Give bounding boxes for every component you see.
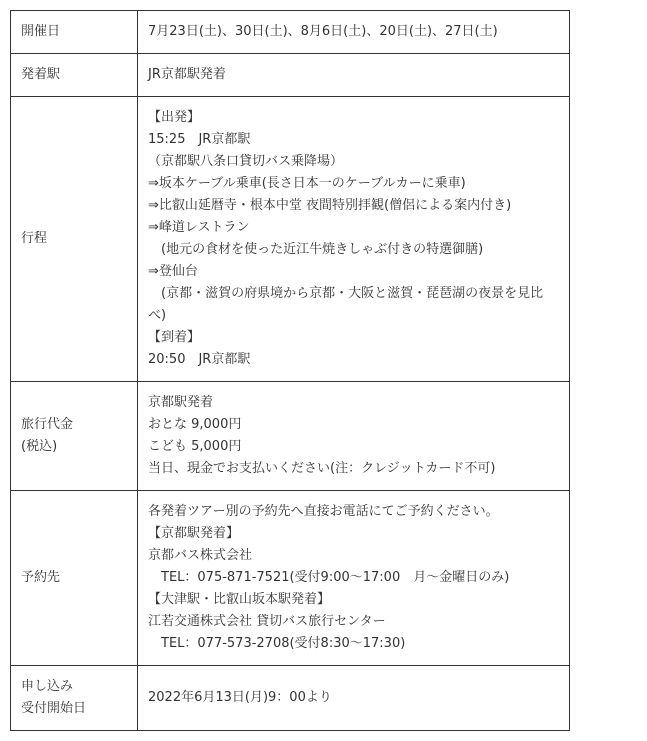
reservation-line: 江若交通株式会社 貸切バス旅行センター: [148, 614, 386, 629]
label-line: (税込): [21, 439, 58, 454]
itinerary-line: 15:25 JR京都駅: [148, 132, 251, 147]
price-line: こども 5,000円: [148, 439, 242, 454]
reservation-line: TEL：077-573-2708(受付8:30～17:30): [148, 636, 406, 651]
row-reservation: [11, 491, 570, 666]
itinerary-line: （京都駅八条口貸切バス乗降場）: [148, 154, 344, 169]
itinerary-line: 【出発】: [148, 110, 201, 125]
label-line: 予約先: [21, 570, 61, 585]
label-line: 開催日: [21, 24, 61, 39]
itinerary-line: 20:50 JR京都駅: [148, 352, 251, 367]
value-line: 7月23日(土)、30日(土)、8月6日(土)、20日(土)、27日(土): [148, 24, 498, 39]
row-value-price: [138, 382, 570, 491]
row-value-itinerary: [138, 97, 570, 382]
itinerary-line: (地元の食材を使った近江牛焼きしゃぶ付きの特選御膳): [148, 242, 484, 257]
itinerary-line: ⇒比叡山延暦寺・根本中堂 夜間特別拝観(僧侶による案内付き): [148, 198, 512, 213]
row-label-itinerary: [11, 97, 138, 382]
row-value-application: [138, 666, 570, 731]
row-label-application: [11, 666, 138, 731]
price-line: 京都駅発着: [148, 395, 214, 410]
value-line: 2022年6月13日(月)9：00より: [148, 690, 332, 705]
itinerary-line: ⇒峰道レストラン: [148, 220, 250, 235]
row-label-station: [11, 54, 138, 97]
value-line: JR京都駅発着: [148, 67, 226, 82]
itinerary-line: ⇒坂本ケーブル乗車(長さ日本一のケーブルカーに乗車): [148, 176, 466, 191]
price-line: 当日、現金でお支払いください(注：クレジットカード不可): [148, 461, 496, 476]
price-line: おとな 9,000円: [148, 417, 242, 432]
itinerary-line: ⇒登仙台: [148, 264, 198, 279]
row-date: [11, 11, 570, 54]
label-line: 旅行代金: [21, 417, 74, 432]
reservation-line: 各発着ツアー別の予約先へ直接お電話にてご予約ください。: [148, 504, 499, 519]
label-line: 発着駅: [21, 67, 61, 82]
row-label-date: [11, 11, 138, 54]
tour-info-table: [10, 10, 570, 731]
itinerary-line: (京都・滋賀の府県境から京都・大阪と滋賀・琵琶湖の夜景を見比べ): [148, 286, 544, 323]
row-application: [11, 666, 570, 731]
row-itinerary: [11, 97, 570, 382]
row-value-station: [138, 54, 570, 97]
reservation-line: 京都バス株式会社: [148, 548, 253, 563]
reservation-line: 【大津駅・比叡山坂本駅発着】: [148, 592, 331, 607]
row-value-reservation: [138, 491, 570, 666]
label-line: 行程: [21, 231, 48, 246]
row-label-price: [11, 382, 138, 491]
row-station: [11, 54, 570, 97]
reservation-line: 【京都駅発着】: [148, 526, 240, 541]
label-line: 申し込み: [21, 679, 74, 694]
itinerary-line: 【到着】: [148, 330, 201, 345]
row-price: [11, 382, 570, 491]
row-label-reservation: [11, 491, 138, 666]
reservation-line: TEL：075-871-7521(受付9:00～17:00 月～金曜日のみ): [148, 570, 510, 585]
label-line: 受付開始日: [21, 701, 87, 716]
row-value-date: [138, 11, 570, 54]
